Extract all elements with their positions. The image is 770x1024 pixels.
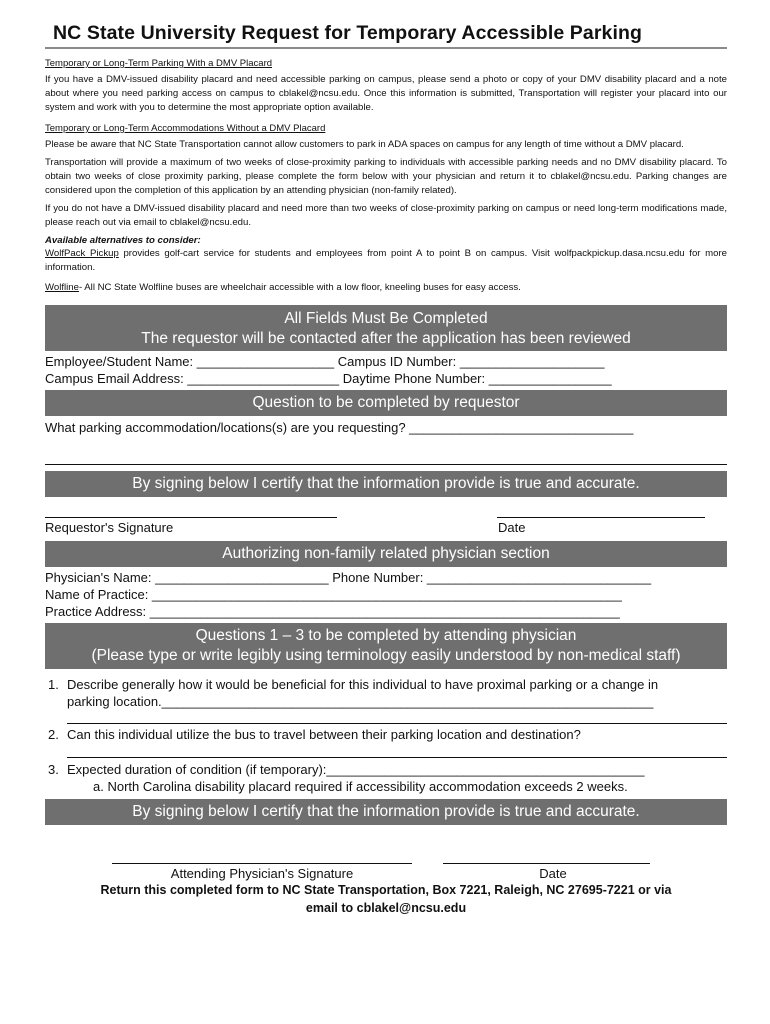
question-3-number: 3.	[48, 762, 59, 777]
accommodation-answer-line[interactable]	[45, 436, 727, 465]
wolfline-description: - All NC State Wolfline buses are wheelchair accessible with a low floor, kneeling buses for easy access.	[78, 282, 521, 293]
email-phone-field[interactable]: Campus Email Address: _____________________ Daytime Phone Number: _________________	[45, 371, 612, 386]
title-divider	[45, 47, 727, 49]
requestor-question-banner: Question to be completed by requestor	[45, 390, 727, 416]
return-instructions-line-2: email to cblakel@ncsu.edu	[305, 901, 467, 915]
practice-name-field[interactable]: Name of Practice: _________________________________________________________________	[45, 587, 622, 602]
wolfpack-pickup-text	[45, 247, 727, 275]
return-instructions	[35, 881, 737, 917]
physician-name-phone-field[interactable]: Physician's Name: ________________________ Phone Number: _______________________________	[45, 570, 652, 585]
with-placard-text: If you have a DMV-issued disability placard and need accessible parking on campus, please send a photo or copy of your DMV disability placard and a note about where you need parking access on campus to cblakel@ncsu.edu. Once this information is submitted, Transportation will register your placard into our system and work with you to determine the most appropriate option available.	[45, 74, 727, 113]
question-2	[45, 726, 727, 758]
question-3-text[interactable]: Expected duration of condition (if temporary):____________________________________________	[67, 762, 645, 777]
without-placard-p1: Please be aware that NC State Transportation cannot allow customers to park in ADA spaces on campus for any length of time without a DMV placard.	[45, 139, 684, 150]
return-instructions-line-1: Return this completed form to NC State Transportation, Box 7221, Raleigh, NC 27695-7221 or via	[100, 883, 672, 897]
question-3	[45, 761, 727, 795]
wolfpack-pickup-description: provides golf-cart service for students and employees from point A to point B on campus. Visit wolfpackpickup.dasa.ncsu.edu for more information.	[45, 248, 727, 273]
question-1-text: Describe generally how it would be beneficial for this individual to have proximal parking or a change in	[67, 677, 659, 692]
requestor-date-label: Date	[498, 520, 526, 535]
wolfline-link[interactable]: Wolfline	[45, 282, 79, 293]
physician-questions-line-1: Questions 1 – 3 to be completed by attending physician	[195, 627, 577, 644]
question-2-number: 2.	[48, 727, 59, 742]
question-1-continuation[interactable]: parking location.____________________________________________________________________	[67, 694, 654, 709]
question-2-text: Can this individual utilize the bus to travel between their parking location and destination?	[67, 727, 581, 742]
requestor-date-line[interactable]	[497, 517, 705, 518]
wolfpack-pickup-link[interactable]: WolfPack Pickup	[45, 248, 119, 259]
physician-section-banner: Authorizing non-family related physician section	[45, 541, 727, 567]
without-placard-heading: Temporary or Long-Term Accommodations Without a DMV Placard	[45, 123, 326, 134]
question-1-answer-line[interactable]	[67, 710, 727, 724]
requestor-signature-row	[45, 497, 727, 535]
physician-date-line[interactable]	[443, 863, 650, 864]
practice-address-field[interactable]: Practice Address: _________________________________________________________________	[45, 604, 620, 619]
name-id-field[interactable]: Employee/Student Name: ___________________ Campus ID Number: ____________________	[45, 354, 605, 369]
certify-banner-requestor: By signing below I certify that the information provide is true and accurate.	[45, 471, 727, 497]
question-1-number: 1.	[48, 677, 59, 692]
physician-signature-label: Attending Physician's Signature	[170, 866, 354, 881]
with-placard-heading: Temporary or Long-Term Parking With a DMV Placard	[45, 58, 273, 69]
requestor-signature-label: Requestor's Signature	[45, 520, 174, 535]
without-placard-p2: Transportation will provide a maximum of two weeks of close-proximity parking to individuals with accessible parking needs and no DMV disability placard. To obtain two weeks of close proximity parking, please complete the form below with your physician and return it to cblakel@ncsu.edu. Parking changes are considered upon the completion of this application by an attending physician (non-family related).	[45, 157, 727, 196]
accommodation-question-field[interactable]: What parking accommodation/locations(s) are you requesting? _______________________________	[45, 420, 634, 435]
requestor-signature-line[interactable]	[45, 517, 337, 518]
all-fields-banner	[45, 305, 727, 351]
certify-banner-physician: By signing below I certify that the information provide is true and accurate.	[45, 799, 727, 825]
without-placard-p3: If you do not have a DMV-issued disability placard and need more than two weeks of close-proximity parking on campus or need long-term modifications made, please reach out via email to cblakel@ncsu.edu.	[45, 203, 727, 228]
physician-signature-line[interactable]	[112, 863, 412, 864]
physician-questions-banner	[45, 623, 727, 669]
physician-questions-line-2: (Please type or write legibly using terminology easily understood by non-medical staff)	[91, 647, 681, 664]
wolfline-text	[45, 281, 727, 295]
all-fields-line-2: The requestor will be contacted after the application has been reviewed	[141, 330, 631, 347]
physician-question-list	[45, 676, 727, 795]
question-3-sub-item: a. North Carolina disability placard required if accessibility accommodation exceeds 2 weeks.	[93, 779, 628, 794]
physician-date-label: Date	[539, 866, 567, 881]
alternatives-heading: Available alternatives to consider:	[45, 235, 201, 246]
question-2-answer-line[interactable]	[67, 743, 727, 758]
all-fields-line-1: All Fields Must Be Completed	[284, 310, 488, 327]
page-title: NC State University Request for Temporary Accessible Parking	[53, 22, 643, 44]
physician-signature-row	[45, 825, 727, 915]
form-page	[45, 20, 727, 915]
question-1	[45, 676, 727, 724]
